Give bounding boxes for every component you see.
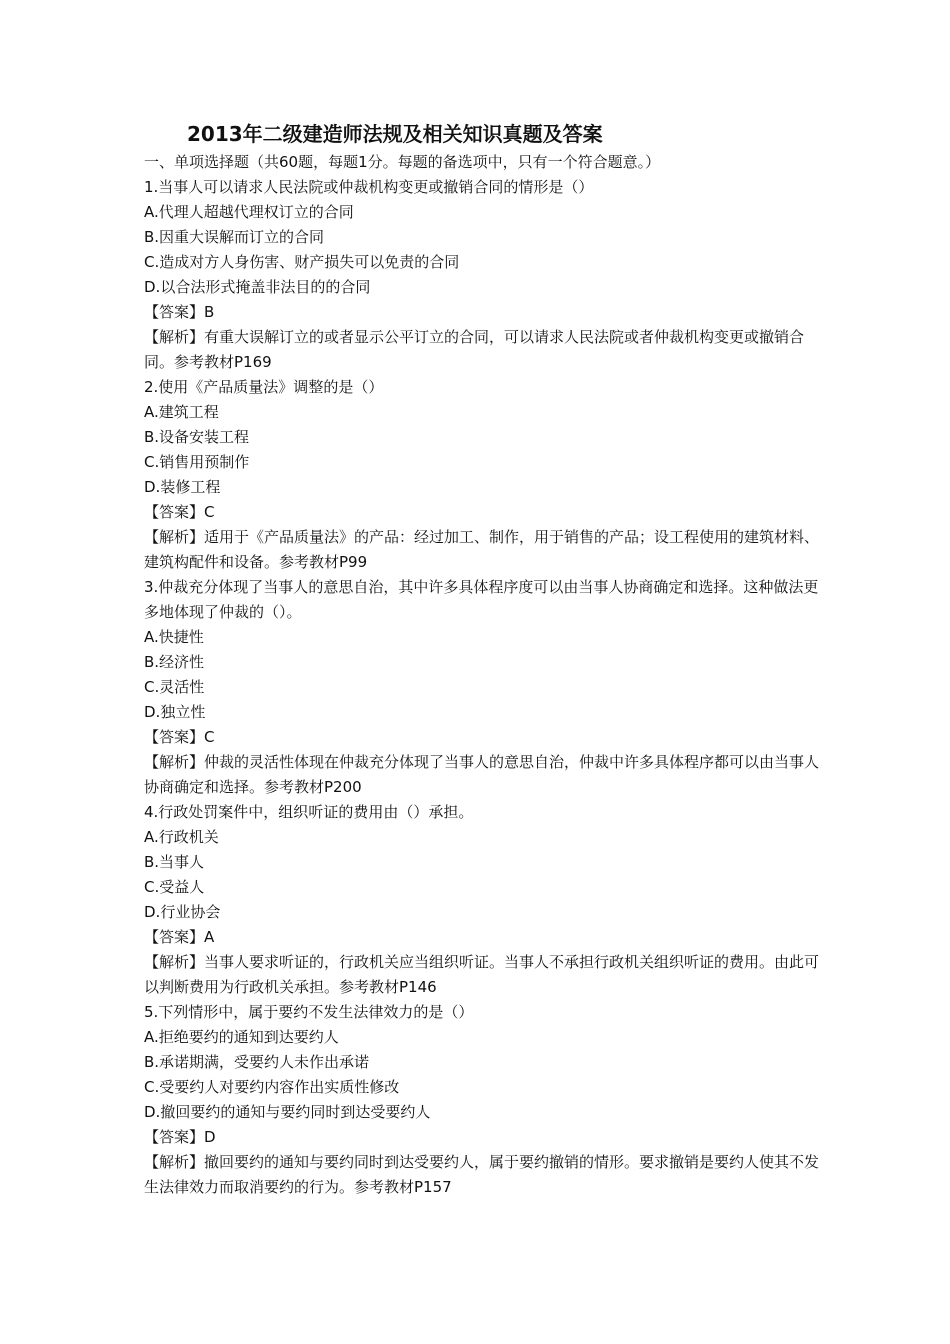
- option-c: C.造成对方人身伤害、财产损失可以免责的合同: [144, 253, 460, 271]
- option-d: D.装修工程: [144, 478, 221, 496]
- analysis: 【解析】有重大误解订立的或者显示公平订立的合同，可以请求人民法院或者仲裁机构变更或撤销合同。参考教材P169: [144, 328, 805, 371]
- question-block: [144, 375, 824, 575]
- option-b: B.当事人: [144, 853, 205, 871]
- document-page: [144, 118, 824, 1200]
- analysis: 【解析】适用于《产品质量法》的产品：经过加工、制作，用于销售的产品；设工程使用的建筑材料、建筑构配件和设备。参考教材P99: [144, 528, 820, 571]
- question-stem: 5.下列情形中，属于要约不发生法律效力的是（）: [144, 1003, 474, 1021]
- option-a: A.行政机关: [144, 828, 219, 846]
- question-stem: 4.行政处罚案件中，组织听证的费用由（）承担。: [144, 803, 474, 821]
- question-stem: 1.当事人可以请求人民法院或仲裁机构变更或撤销合同的情形是（）: [144, 178, 594, 196]
- option-b: B.因重大误解而订立的合同: [144, 228, 325, 246]
- answer: 【答案】D: [144, 1128, 216, 1146]
- option-d: D.以合法形式掩盖非法目的的合同: [144, 278, 371, 296]
- analysis: 【解析】仲裁的灵活性体现在仲裁充分体现了当事人的意思自治，仲裁中许多具体程序都可以由当事人协商确定和选择。参考教材P200: [144, 753, 820, 796]
- question-block: [144, 175, 824, 375]
- option-a: A.建筑工程: [144, 403, 219, 421]
- answer: 【答案】B: [144, 303, 215, 321]
- option-a: A.快捷性: [144, 628, 204, 646]
- option-c: C.销售用预制作: [144, 453, 250, 471]
- question-block: [144, 1000, 824, 1200]
- option-d: D.撤回要约的通知与要约同时到达受要约人: [144, 1103, 431, 1121]
- option-d: D.行业协会: [144, 903, 221, 921]
- analysis: 【解析】撤回要约的通知与要约同时到达受要约人，属于要约撤销的情形。要求撤销是要约人使其不发生法律效力而取消要约的行为。参考教材P157: [144, 1153, 820, 1196]
- question-stem: 3.仲裁充分体现了当事人的意思自治，其中许多具体程序度可以由当事人协商确定和选择。这种做法更多地体现了仲裁的（）。: [144, 578, 819, 621]
- option-d: D.独立性: [144, 703, 206, 721]
- option-c: C.受益人: [144, 878, 205, 896]
- option-b: B.设备安装工程: [144, 428, 250, 446]
- answer: 【答案】C: [144, 503, 215, 521]
- question-block: [144, 575, 824, 800]
- option-c: C.受要约人对要约内容作出实质性修改: [144, 1078, 400, 1096]
- question-stem: 2.使用《产品质量法》调整的是（）: [144, 378, 384, 396]
- option-b: B.经济性: [144, 653, 205, 671]
- option-a: A.拒绝要约的通知到达要约人: [144, 1028, 339, 1046]
- option-c: C.灵活性: [144, 678, 205, 696]
- answer: 【答案】A: [144, 928, 215, 946]
- answer: 【答案】C: [144, 728, 215, 746]
- option-a: A.代理人超越代理权订立的合同: [144, 203, 354, 221]
- section-heading: 一、单项选择题（共60题，每题1分。每题的备选项中，只有一个符合题意。）: [144, 153, 661, 171]
- question-block: [144, 800, 824, 1000]
- option-b: B.承诺期满，受要约人未作出承诺: [144, 1053, 370, 1071]
- document-title: 2013年二级建造师法规及相关知识真题及答案: [187, 122, 603, 146]
- analysis: 【解析】当事人要求听证的，行政机关应当组织听证。当事人不承担行政机关组织听证的费用。由此可以判断费用为行政机关承担。参考教材P146: [144, 953, 820, 996]
